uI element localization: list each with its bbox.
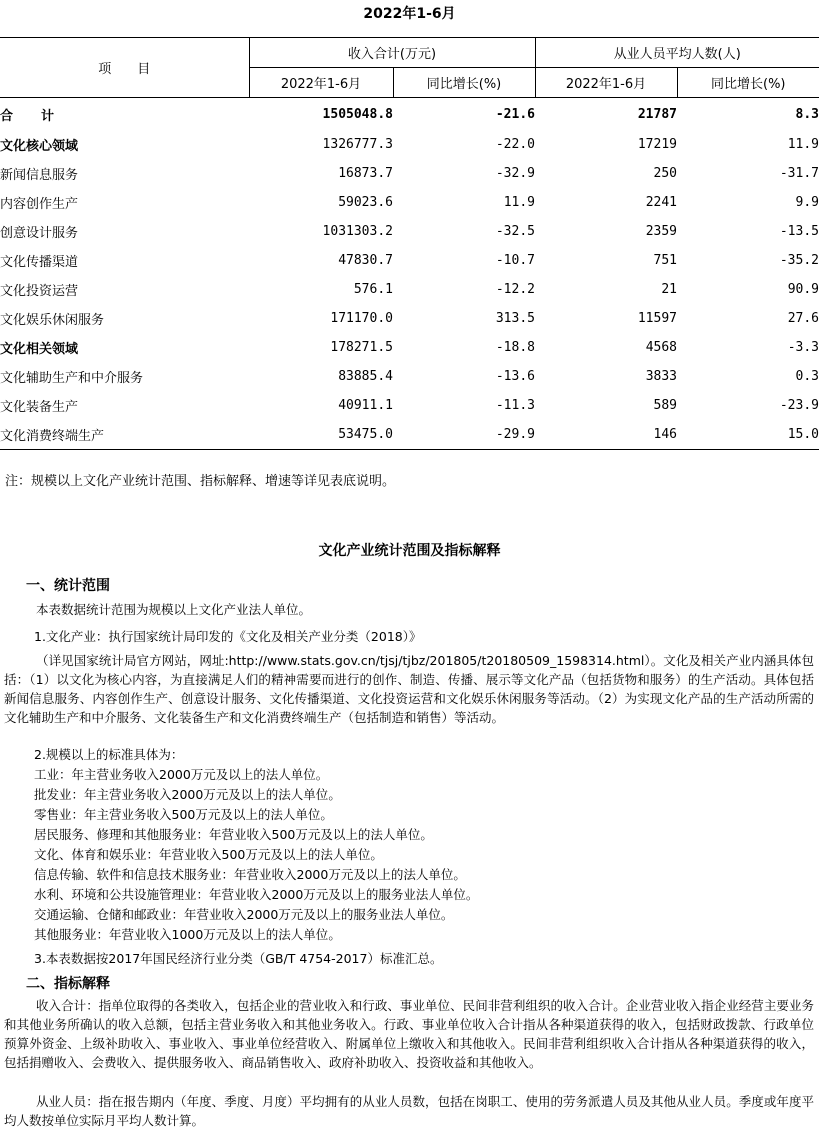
row-label: 文化消费终端生产 (0, 420, 249, 450)
employees-cell: 11597 (637, 311, 677, 326)
item2-title: 2.规模以上的标准具体为： (34, 747, 184, 762)
revenue-growth-cell: -32.5 (495, 224, 535, 239)
revenue-growth-cell: -12.2 (495, 282, 535, 297)
employees-growth-cell: -3.3 (787, 340, 819, 355)
employees-growth-cell: 27.6 (787, 311, 819, 326)
row-label: 创意设计服务 (0, 226, 79, 241)
revenue-cell: 178271.5 (330, 340, 393, 355)
revenue-growth-cell: -13.6 (495, 369, 535, 384)
revenue-cell: 59023.6 (338, 195, 393, 210)
standard-item: 文化、体育和娱乐业：年营业收入500万元及以上的法人单位。 (34, 847, 383, 862)
statistics-table (0, 37, 819, 450)
employee-growth-header: 同比增长(%) (677, 68, 819, 98)
row-label: 文化传播渠道 (0, 255, 79, 270)
table-row (0, 217, 819, 246)
standard-item: 批发业：年主营业务收入2000万元及以上的法人单位。 (34, 787, 341, 802)
row-label: 文化娱乐休闲服务 (0, 313, 105, 328)
table-row-section (0, 130, 819, 159)
item-column-header: 项 目 (0, 38, 249, 98)
row-label: 文化装备生产 (0, 400, 79, 415)
employees-growth-cell: -35.2 (779, 253, 819, 268)
revenue-growth-cell: -22.0 (495, 137, 535, 152)
table-row (0, 159, 819, 188)
period-title: 2022年1-6月 (363, 6, 456, 22)
revenue-cell: 1505048.8 (322, 106, 393, 122)
employees-growth-cell: 0.3 (795, 369, 819, 384)
standard-item: 其他服务业：年营业收入1000万元及以上的法人单位。 (34, 927, 341, 942)
employees-growth-cell: 8.3 (795, 106, 819, 122)
employees-growth-cell: -13.5 (779, 224, 819, 239)
revenue-cell: 1326777.3 (322, 137, 393, 152)
revenue-cell: 53475.0 (249, 420, 393, 450)
revenue-growth-cell: -18.8 (495, 340, 535, 355)
revenue-growth-cell: -11.3 (495, 398, 535, 413)
employees-growth-cell: -31.7 (779, 166, 819, 181)
indicator-heading: 二、指标解释 (26, 976, 110, 992)
revenue-period-header: 2022年1-6月 (249, 68, 393, 98)
table-row (0, 304, 819, 333)
employee-period-header: 2022年1-6月 (535, 68, 677, 98)
standard-item: 信息传输、软件和信息技术服务业：年营业收入2000万元及以上的法人单位。 (34, 867, 466, 882)
table-note: 注：规模以上文化产业统计范围、指标解释、增速等详见表底说明。 (5, 474, 396, 489)
revenue-growth-cell: 11.9 (503, 195, 535, 210)
explanation-title: 文化产业统计范围及指标解释 (318, 543, 501, 559)
employees-cell: 3833 (645, 369, 677, 384)
scope-intro: 本表数据统计范围为规模以上文化产业法人单位。 (36, 602, 312, 617)
employees-growth-cell: -23.9 (779, 398, 819, 413)
scope-heading: 一、统计范围 (26, 578, 110, 594)
table-row (0, 188, 819, 217)
employees-cell: 17219 (637, 137, 677, 152)
employees-cell: 250 (653, 166, 677, 181)
employees-cell: 589 (653, 398, 677, 413)
table-row (0, 275, 819, 304)
revenue-cell: 576.1 (353, 282, 393, 297)
employees-growth-cell: 15.0 (677, 420, 819, 450)
revenue-cell: 16873.7 (338, 166, 393, 181)
revenue-cell: 47830.7 (338, 253, 393, 268)
revenue-definition: 收入合计：指单位取得的各类收入，包括企业的营业收入和行政、事业单位、民间非营利组织的收入合计。企业营业收入指企业经营主要业务和其他业务所确认的收入总额，包括主营业务收入和其他业务收入。行政、事业单位收入合计指从各种渠道获得的收入，包括财政拨款、行政单位预算外资金、上级补助收入、事业收入、事业单位经营收入、附属单位上缴收入和其他收入。民间非营利组织收入合计指从各种渠道获得的收入，包括捐赠收入、会费收入、提供服务收入、商品销售收入、政府补助收入、投资收益和其他收入。 (4, 998, 814, 1070)
employees-growth-cell: 9.9 (795, 195, 819, 210)
row-label: 内容创作生产 (0, 197, 79, 212)
table-row-total (0, 98, 819, 131)
revenue-growth-cell: -32.9 (495, 166, 535, 181)
table-row (0, 391, 819, 420)
row-label: 合计 (0, 108, 83, 124)
revenue-growth-cell: -29.9 (393, 420, 535, 450)
employees-cell: 21 (661, 282, 677, 297)
row-label: 文化辅助生产和中介服务 (0, 371, 144, 386)
row-label: 文化投资运营 (0, 284, 79, 299)
employees-cell: 146 (535, 420, 677, 450)
item3-text: 3.本表数据按2017年国民经济行业分类（GB/T 4754-2017）标准汇总。 (34, 951, 443, 966)
revenue-cell: 1031303.2 (322, 224, 393, 239)
standard-item: 交通运输、仓储和邮政业：年营业收入2000万元及以上的服务业法人单位。 (34, 907, 454, 922)
item1-title: 1.文化产业：执行国家统计局印发的《文化及相关产业分类（2018）》 (34, 629, 422, 644)
table-row (0, 246, 819, 275)
employees-cell: 4568 (645, 340, 677, 355)
employees-cell: 751 (653, 253, 677, 268)
employees-growth-cell: 11.9 (787, 137, 819, 152)
revenue-cell: 171170.0 (330, 311, 393, 326)
revenue-cell: 40911.1 (338, 398, 393, 413)
revenue-growth-cell: -21.6 (495, 106, 535, 122)
revenue-column-header: 收入合计(万元) (249, 38, 535, 68)
standard-item: 零售业：年主营业务收入500万元及以上的法人单位。 (34, 807, 333, 822)
row-label: 文化核心领域 (0, 139, 79, 154)
row-label: 新闻信息服务 (0, 168, 79, 183)
standard-item: 工业：年主营业务收入2000万元及以上的法人单位。 (34, 767, 329, 782)
item1-text: （详见国家统计局官方网站，网址:http://www.stats.gov.cn/tjsj/tjbz/201805/t20180509_1598314.html）。文化及相关产业内涵具体包括：（1）以文化为核心内容，为直接满足人们的精神需要而进行的创作、制造、传播、展示等文化产品（包括货物和服务）的生产活动。具体包括新闻信息服务、内容创作生产、创意设计服务、文化传播渠道、文化投资运营和文化娱乐休闲服务等活动。（2）为实现文化产品的生产活动所需的文化辅助生产和中介服务、文化装备生产和文化消费终端生产（包括制造和销售）等活动。 (4, 653, 814, 725)
revenue-cell: 83885.4 (338, 369, 393, 384)
employee-column-header: 从业人员平均人数(人) (535, 38, 819, 68)
standard-item: 居民服务、修理和其他服务业：年营业收入500万元及以上的法人单位。 (34, 827, 433, 842)
revenue-growth-header: 同比增长(%) (393, 68, 535, 98)
employees-cell: 2241 (645, 195, 677, 210)
table-row (0, 362, 819, 391)
revenue-growth-cell: -10.7 (495, 253, 535, 268)
revenue-growth-cell: 313.5 (495, 311, 535, 326)
employees-cell: 2359 (645, 224, 677, 239)
table-row-section (0, 333, 819, 362)
row-label: 文化相关领域 (0, 342, 79, 357)
standard-item: 水利、环境和公共设施管理业：年营业收入2000万元及以上的服务业法人单位。 (34, 887, 479, 902)
table-row (0, 420, 819, 450)
employees-growth-cell: 90.9 (787, 282, 819, 297)
employees-cell: 21787 (637, 106, 677, 122)
employee-definition: 从业人员：指在报告期内（年度、季度、月度）平均拥有的从业人员数，包括在岗职工、使用的劳务派遣人员及其他从业人员。季度或年度平均人数按单位实际月平均人数计算。 (4, 1094, 814, 1128)
